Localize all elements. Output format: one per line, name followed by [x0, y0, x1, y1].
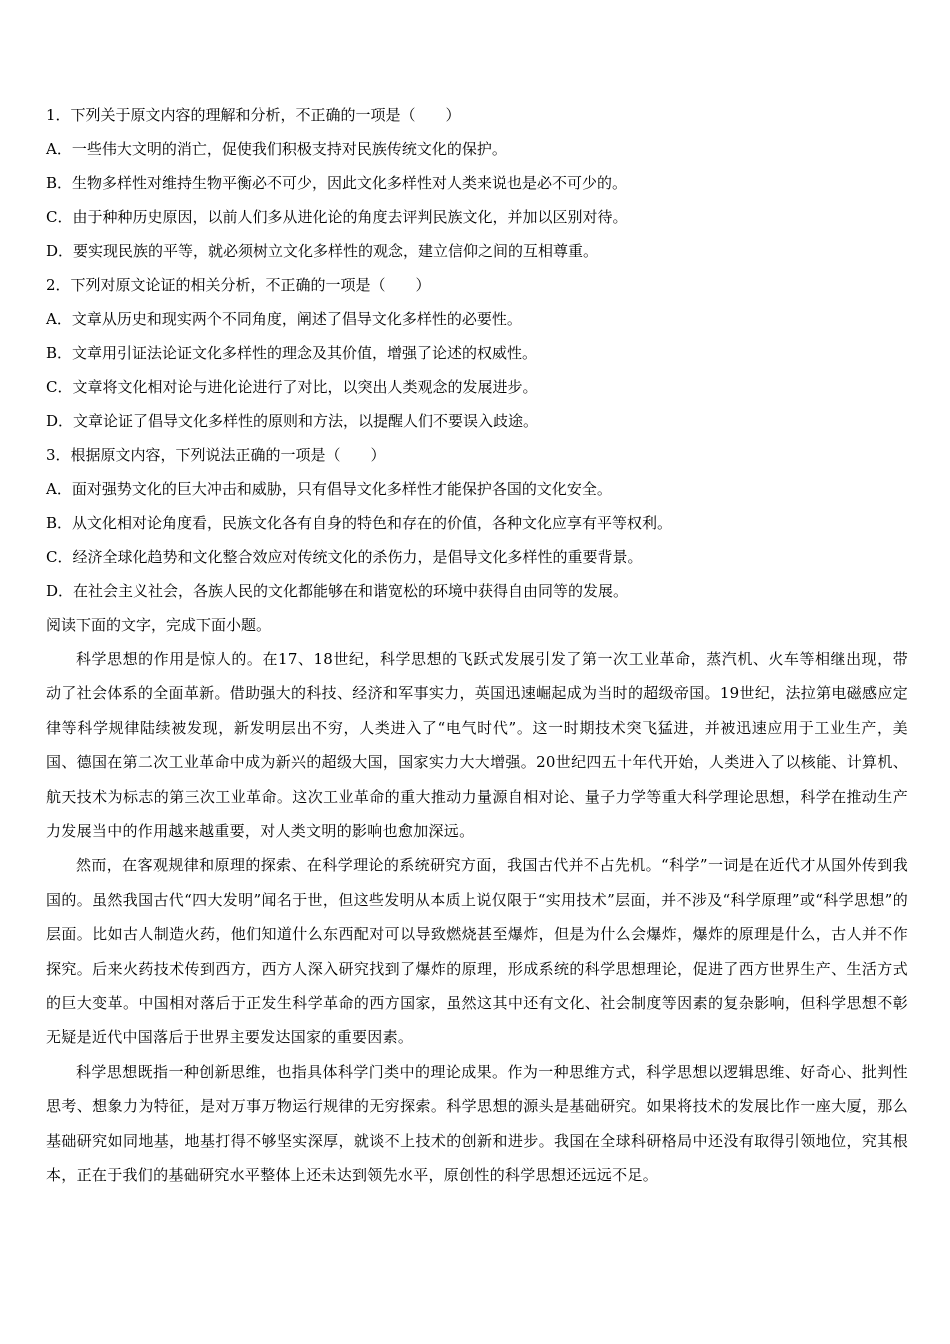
passage-paragraph-2: 然而，在客观规律和原理的探索、在科学理论的系统研究方面，我国古代并不占先机。“科学”一词是在近代才从国外传到我国的。虽然我国古代“四大发明”闻名于世，但这些发明从本质上说仅限于“实用技术”层面，并不涉及“科学原理”或“科学思想”的层面。比如古人制造火药，他们知道什么东西配对可以导致燃烧甚至爆炸，但是为什么会爆炸，爆炸的原理是什么，古人并不作探究。后来火药技术传到西方，西方人深入研究找到了爆炸的原理，形成系统的科学思想理论，促进了西方世界生产、生活方式的巨大变革。中国相对落后于正发生科学革命的西方国家，虽然这其中还有文化、社会制度等因素的复杂影响，但科学思想不彰无疑是近代中国落后于世界主要发达国家的重要因素。	[46, 856, 908, 1047]
question-2-option-d: D．文章论证了倡导文化多样性的原则和方法，以提醒人们不要误入歧途。	[46, 412, 539, 430]
question-3-option-b: B．从文化相对论角度看，民族文化各有自身的特色和存在的价值，各种文化应享有平等权利。	[46, 514, 673, 532]
question-1-option-b: B．生物多样性对维持生物平衡必不可少，因此文化多样性对人类来说也是必不可少的。	[46, 174, 628, 192]
question-2-option-a: A．文章从历史和现实两个不同角度，阐述了倡导文化多样性的必要性。	[46, 310, 522, 328]
question-2-option-c: C．文章将文化相对论与进化论进行了对比，以突出人类观念的发展进步。	[46, 378, 538, 396]
question-1-option-d: D．要实现民族的平等，就必须树立文化多样性的观念，建立信仰之间的互相尊重。	[46, 242, 599, 260]
passage-paragraph-1: 科学思想的作用是惊人的。在17、18世纪，科学思想的飞跃式发展引发了第一次工业革命，蒸汽机、火车等相继出现，带动了社会体系的全面革新。借助强大的科技、经济和军事实力，英国迅速崛起成为当时的超级帝国。19世纪，法拉第电磁感应定律等科学规律陆续被发现，新发明层出不穷，人类进入了“电气时代”。这一时期技术突飞猛进，并被迅速应用于工业生产，美国、德国在第二次工业革命中成为新兴的超级大国，国家实力大大增强。20世纪四五十年代开始，人类进入了以核能、计算机、航天技术为标志的第三次工业革命。这次工业革命的重大推动力量源自相对论、量子力学等重大科学理论思想，科学在推动生产力发展当中的作用越来越重要，对人类文明的影响也愈加深远。	[46, 650, 908, 841]
question-3-option-a: A．面对强势文化的巨大冲击和威胁，只有倡导文化多样性才能保护各国的文化安全。	[46, 480, 612, 498]
document-page	[46, 98, 908, 1193]
question-3-option-d: D．在社会主义社会，各族人民的文化都能够在和谐宽松的环境中获得自由同等的发展。	[46, 582, 629, 600]
reading-passage	[46, 642, 908, 1193]
question-2-stem: 2．下列对原文论证的相关分析，不正确的一项是（ ）	[46, 276, 431, 294]
question-1-option-a: A．一些伟大文明的消亡，促使我们积极支持对民族传统文化的保护。	[46, 140, 507, 158]
question-2-option-b: B．文章用引证法论证文化多样性的理念及其价值，增强了论述的权威性。	[46, 344, 538, 362]
question-1-option-c: C．由于种种历史原因，以前人们多从进化论的角度去评判民族文化，并加以区别对待。	[46, 208, 628, 226]
question-3-option-c: C．经济全球化趋势和文化整合效应对传统文化的杀伤力，是倡导文化多样性的重要背景。	[46, 548, 643, 566]
reading-instruction: 阅读下面的文字，完成下面小题。	[46, 616, 272, 634]
question-1-stem: 1．下列关于原文内容的理解和分析，不正确的一项是（ ）	[46, 106, 461, 124]
question-3-stem: 3．根据原文内容，下列说法正确的一项是（ ）	[46, 446, 386, 464]
passage-paragraph-3: 科学思想既指一种创新思维，也指具体科学门类中的理论成果。作为一种思维方式，科学思想以逻辑思维、好奇心、批判性思考、想象力为特征，是对万事万物运行规律的无穷探索。科学思想的源头是基础研究。如果将技术的发展比作一座大厦，那么基础研究如同地基，地基打得不够坚实深厚，就谈不上技术的创新和进步。我国在全球科研格局中还没有取得引领地位，究其根本，正在于我们的基础研究水平整体上还未达到领先水平，原创性的科学思想还远远不足。	[46, 1062, 908, 1185]
